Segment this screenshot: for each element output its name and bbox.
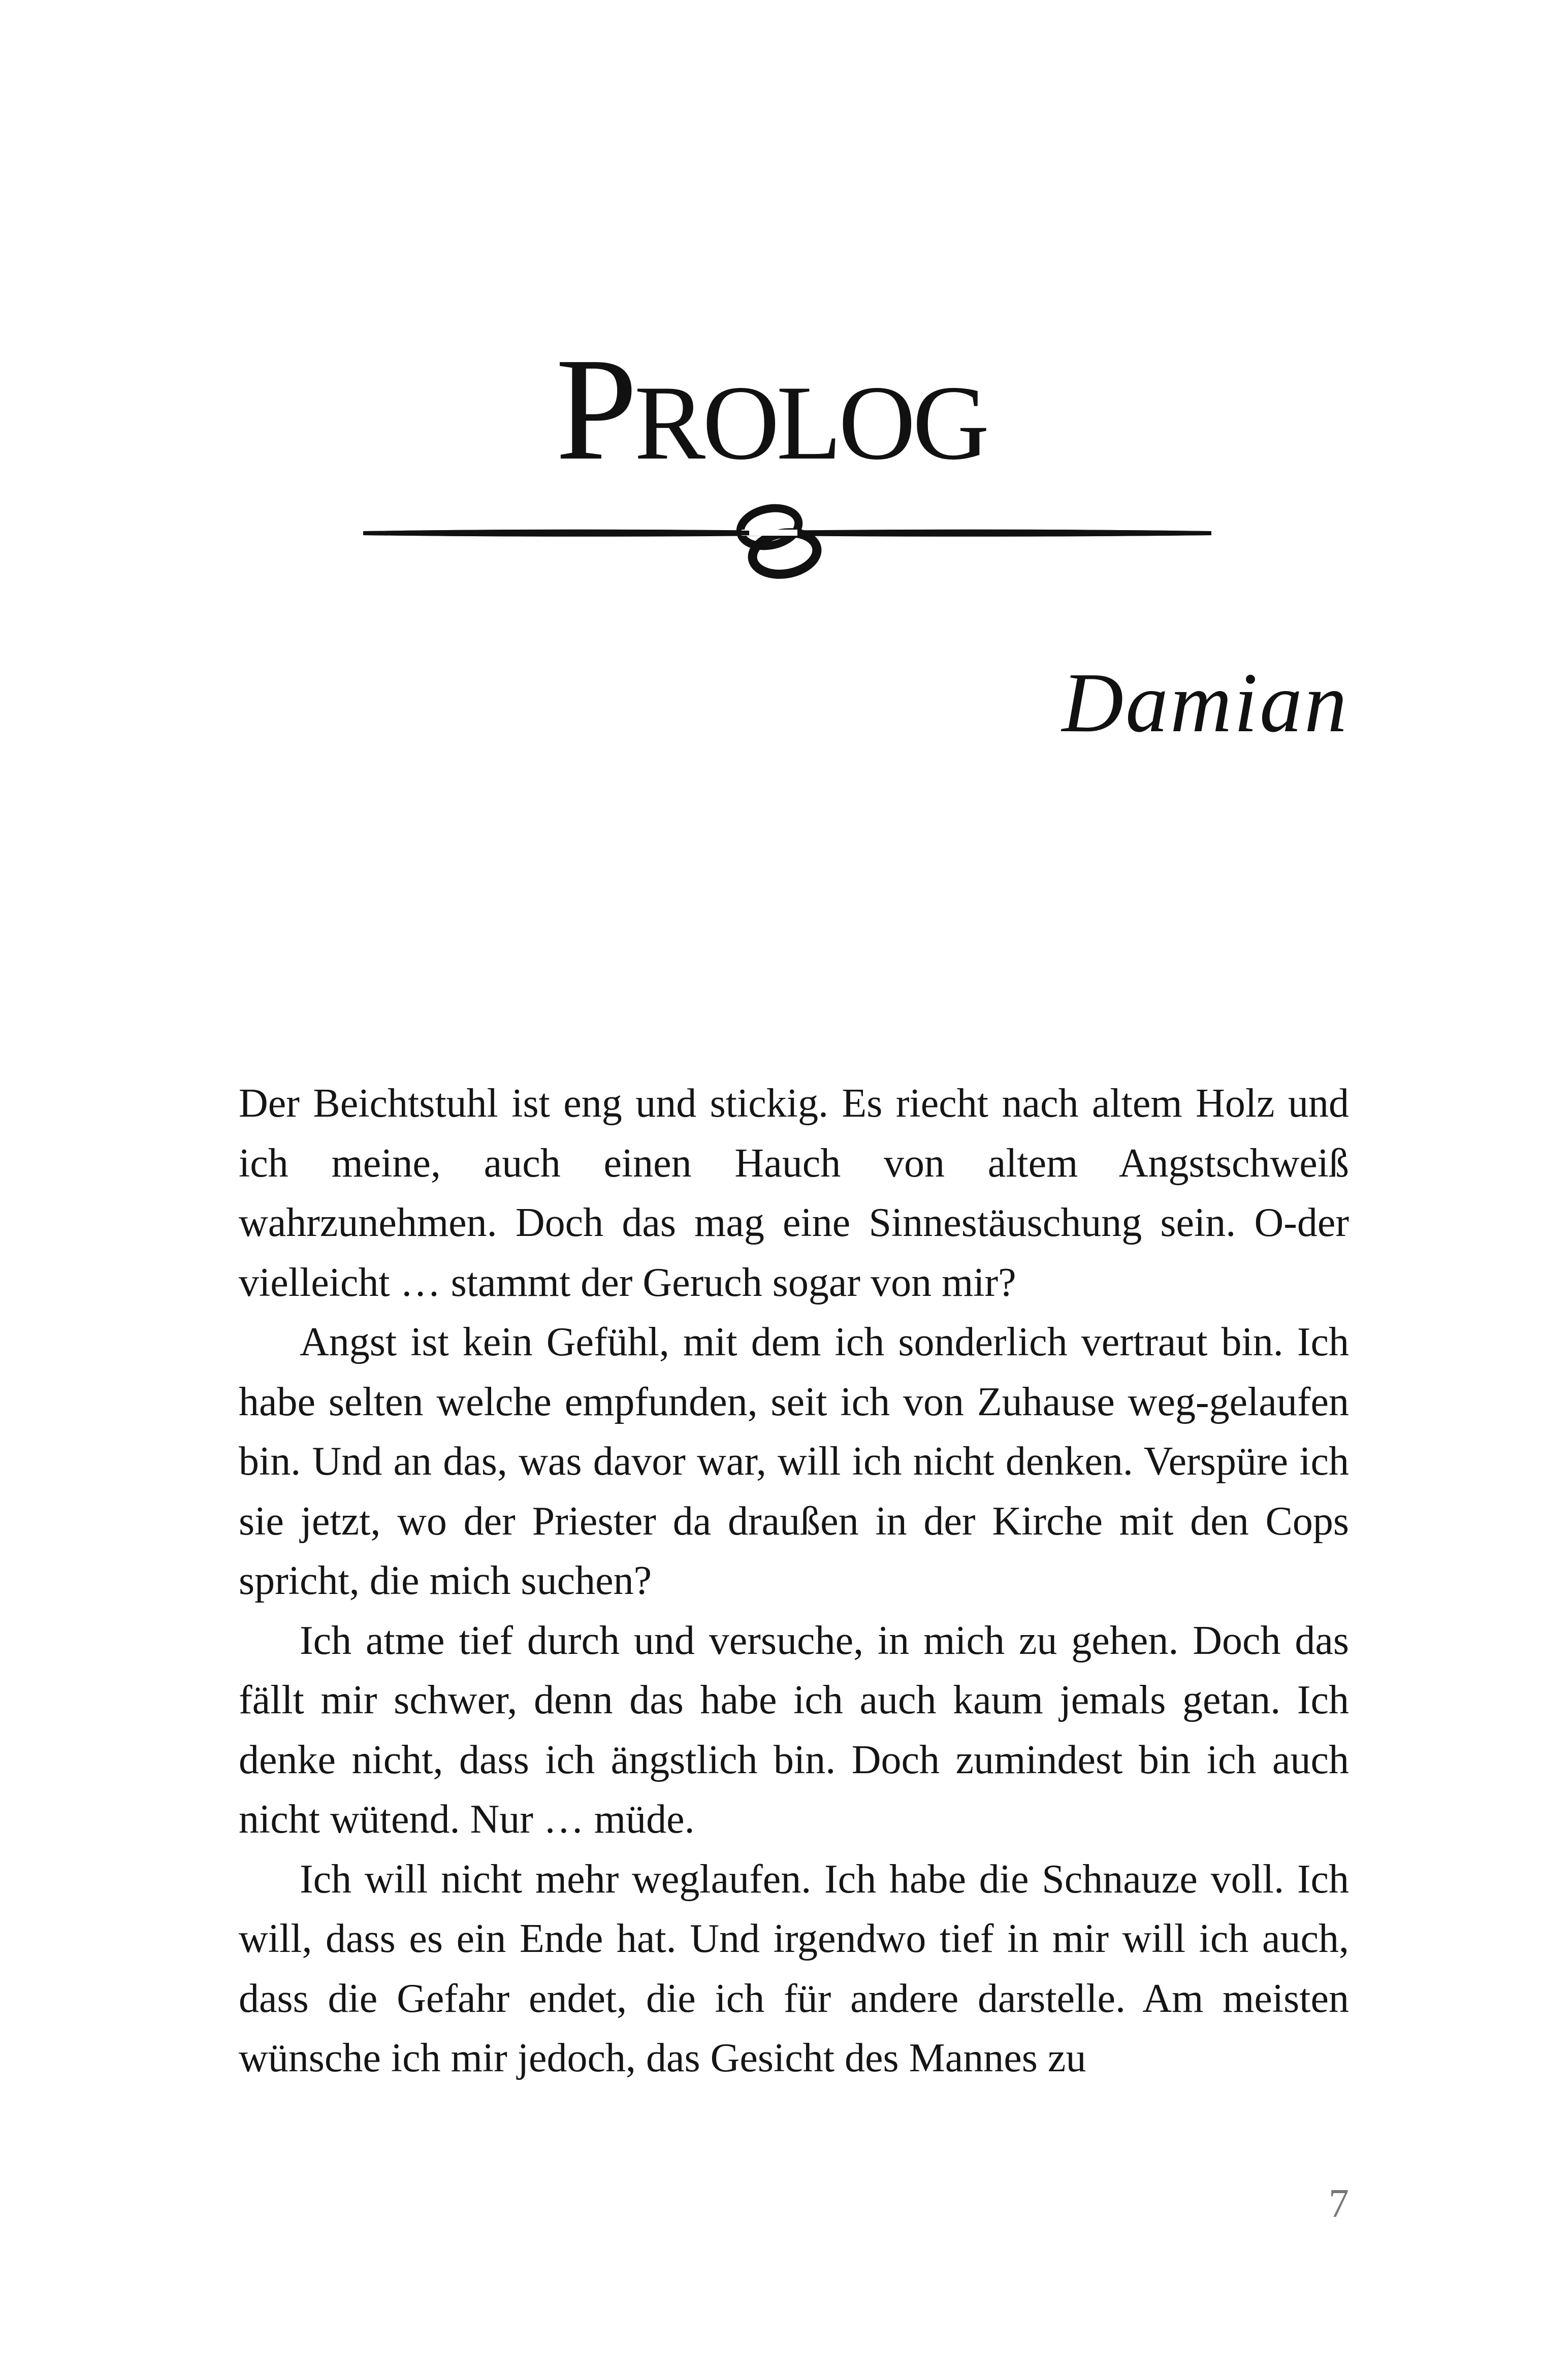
chapter-pov-name: Damian [1062,656,1349,750]
chapter-body-text [239,1074,1349,2089]
chapter-title-initial: P [555,328,634,491]
page-number: 7 [1329,2181,1349,2226]
chapter-title-rest: ROLOG [634,364,987,482]
interlocked-rings-divider-icon [363,487,1211,584]
paragraph: Angst ist kein Gefühl, mit dem ich sonderlich vertraut bin. Ich habe selten welche empfunden, seit ich von Zuhause weg-gelaufen bin. Und an das, was davor war, will ich nicht denken. Verspüre ich sie jetzt, wo der Priester da draußen in der Kirche mit den Cops spricht, die mich suchen? [239,1320,1349,1603]
paragraph: Ich will nicht mehr weglaufen. Ich habe die Schnauze voll. Ich will, dass es ein Ende hat. Und irgendwo tief in mir will ich auch, dass die Gefahr endet, die ich für andere darstelle. Am meisten wünsche ich mir jedoch, das Gesicht des Mannes zu [239,1856,1349,2080]
paragraph: Der Beichtstuhl ist eng und stickig. Es riecht nach altem Holz und ich meine, auch einen Hauch von altem Angstschweiß wahrzunehmen. Doch das mag eine Sinnestäuschung sein. O-der vielleicht … stammt der Geruch sogar von mir? [239,1081,1349,1305]
chapter-title [0,328,1542,491]
paragraph: Ich atme tief durch und versuche, in mich zu gehen. Doch das fällt mir schwer, denn das habe ich auch kaum jemals getan. Ich denke nicht, dass ich ängstlich bin. Doch zumindest bin ich auch nicht wütend. Nur … müde. [239,1618,1349,1842]
